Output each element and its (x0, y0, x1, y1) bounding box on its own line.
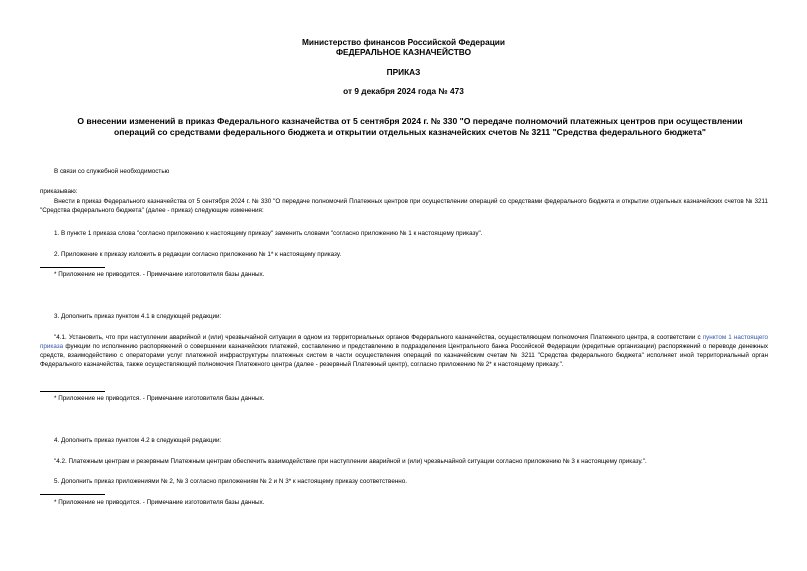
order-item-1-link[interactable]: пунктом 1 настоящего приказа (40, 334, 768, 350)
document-title: О внесении изменений в приказ Федерального казначейства от 5 сентября 2024 г. № 330 "О передаче полномочий платежных центров при осуществлении операций со средствами федерального бюджета и открытии отдельных казначейских счетов № 3211 "Средства федерального бюджета" (77, 116, 743, 137)
footnote-2: * Приложение не приводится. - Примечание изготовителя базы данных. (54, 395, 265, 402)
footnote-3: * Приложение не приводится. - Примечание изготовителя базы данных. (54, 499, 265, 506)
document-date-number: от 9 декабря 2024 года № 473 (343, 86, 464, 96)
paragraph-4-1-end: функции по исполнению распоряжений о совершении казначейских платежей, составлению и представлению в подразделения Центрального банка Российской Федерации (кредитные организации) распоряжений о переводе денежных средств, взаимодействию с операторами услуг платежной инфраструктуры платежных систем в части осуществления операций по казначейским счетам № 3211 "Средства федерального бюджета" исполняет иной территориальный орган Федерального казначейства, также осуществляющий полномочия Платежного центра (далее - резервный Платежный центр), согласно приложению № 2* к настоящему приказу.". (40, 343, 768, 368)
document-type: ПРИКАЗ (386, 67, 421, 77)
footnote-divider (40, 391, 105, 392)
footnote-1: * Приложение не приводится. - Примечание изготовителя базы данных. (54, 271, 265, 278)
intro-paragraph: В связи со служебной необходимостью (54, 168, 170, 175)
paragraph-4-1-start: "4.1. Установить, что при наступлении аварийной и (или) чрезвычайной ситуации в одном из территориальных органов Федерального казначейства, осуществляющем полномочия Платежного центра, в соответствии с (54, 334, 703, 341)
order-word: приказываю: (40, 188, 78, 195)
item-4: 4. Дополнить приказ пунктом 4.2 в следующей редакции: (54, 437, 222, 444)
item-5: 5. Дополнить приказ приложениями № 2, № 3 согласно приложениям № 2 и N 3* к настоящему приказу соответственно. (54, 478, 408, 485)
footnote-divider (40, 494, 105, 495)
paragraph-4-2: "4.2. Платежным центрам и резервным Платежным центрам обеспечить взаимодействие при наступлении аварийной и (или) чрезвычайной ситуации согласно приложению № 3 к настоящему приказу.". (54, 458, 647, 465)
item-3: 3. Дополнить приказ пунктом 4.1 в следующей редакции: (54, 313, 222, 320)
footnote-divider (40, 267, 105, 268)
paragraph-4-1 (40, 333, 768, 369)
item-2: 2. Приложение к приказу изложить в редакции согласно приложению № 1* к настоящему приказу. (54, 251, 342, 258)
ministry-name: Министерство финансов Российской Федерации (301, 37, 506, 47)
item-1: 1. В пункте 1 приказа слова "согласно приложению к настоящему приказу" заменить словами "согласно приложению № 1 к настоящему приказу". (54, 230, 483, 237)
main-paragraph: Внести в приказ Федерального казначейства от 5 сентября 2024 г. № 330 "О передаче полномочий Платежных центров при осуществлении операций со средствами федерального бюджета и открытии отдельных казначейских счетов № 3211 "Средства федерального бюджета" (далее - приказ) следующие изменения: (40, 198, 768, 214)
agency-name: ФЕДЕРАЛЬНОЕ КАЗНАЧЕЙСТВО (335, 47, 472, 57)
